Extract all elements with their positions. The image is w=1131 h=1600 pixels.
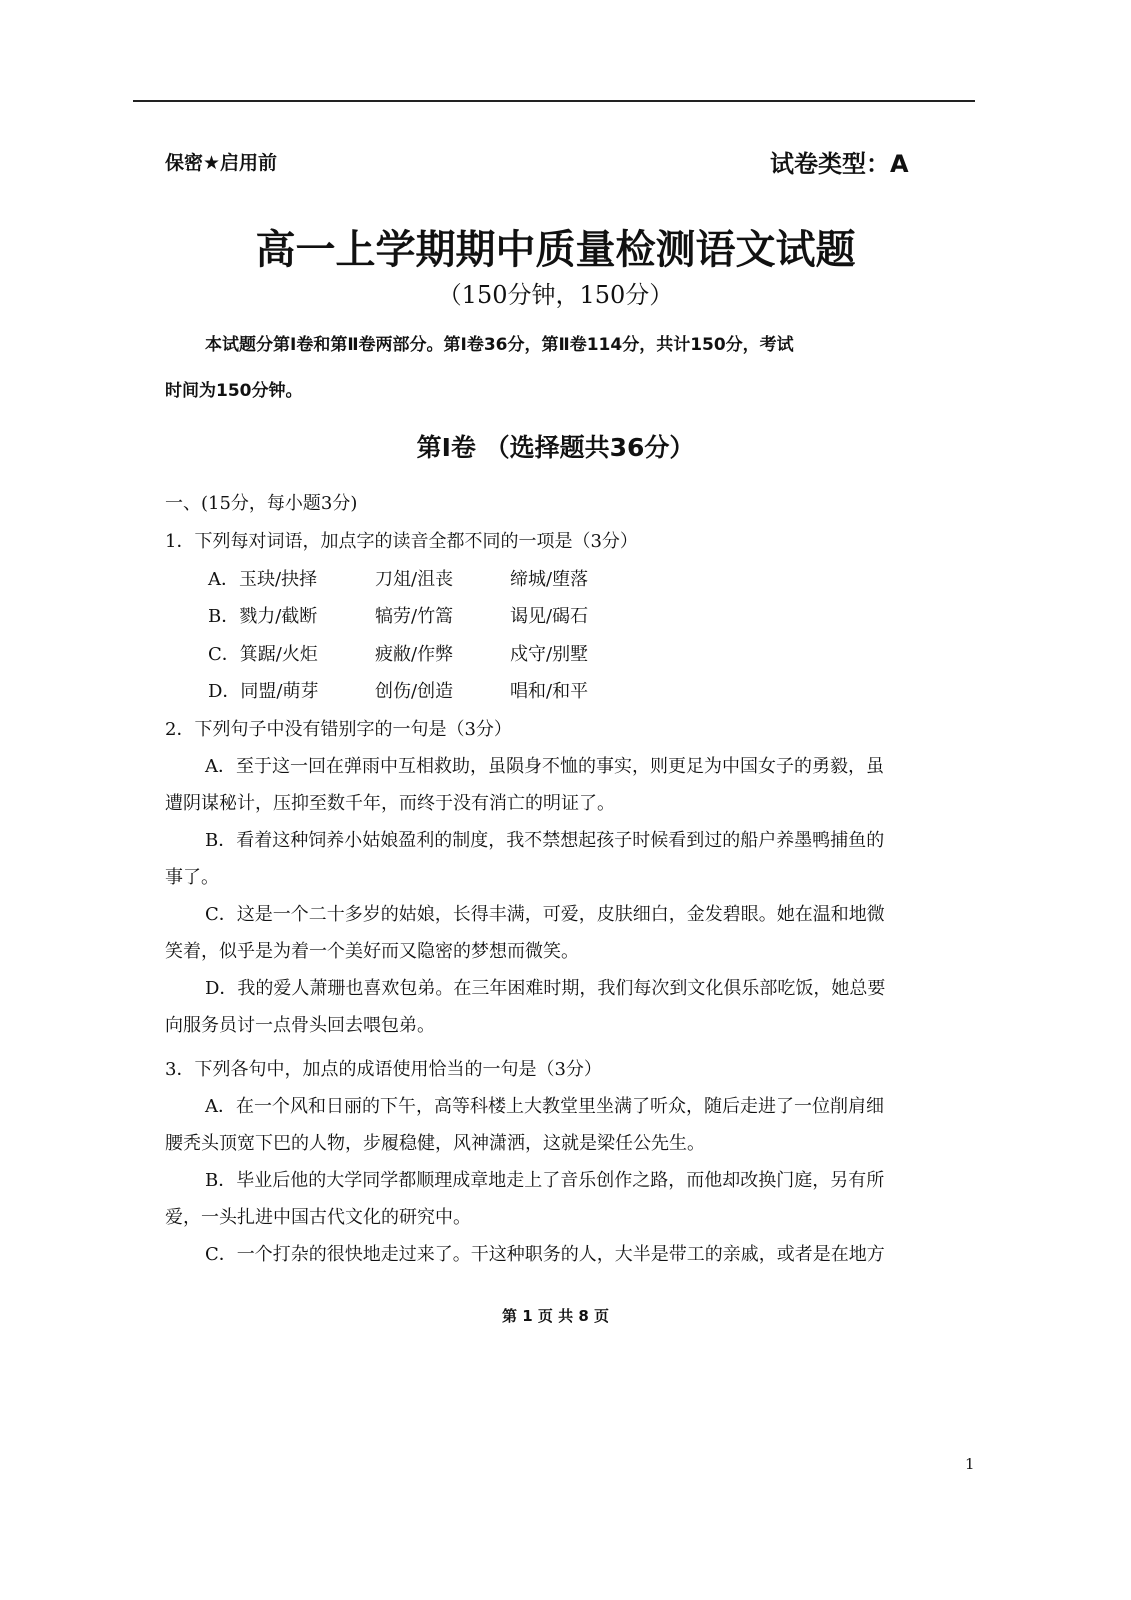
option-line: B．看着这种饲养小姑娘盈利的制度，我不禁想起孩子时候看到过的船户养墨鸭捕鱼的	[205, 830, 885, 851]
option-cell: 唱和/和平	[510, 681, 589, 702]
option-line: 腰秃头顶宽下巴的人物，步履稳健，风神潇洒，这就是梁任公先生。	[165, 1133, 705, 1154]
intro-line: 时间为150分钟。	[165, 381, 303, 401]
page-footer: 第 1 页 共 8 页	[502, 1307, 609, 1325]
option-line: 向服务员讨一点骨头回去喂包弟。	[165, 1015, 435, 1036]
question-3-stem: 3．下列各句中，加点的成语使用恰当的一句是（3分）	[165, 1059, 602, 1080]
option-line: 笑着，似乎是为着一个美好而又隐密的梦想而微笑。	[165, 941, 579, 962]
option-cell: A．玉玦/抉择	[208, 569, 318, 590]
option-cell: 创伤/创造	[375, 681, 454, 702]
option-line: 爱，一头扎进中国古代文化的研究中。	[165, 1207, 471, 1228]
option-line: D．我的爱人萧珊也喜欢包弟。在三年困难时期，我们每次到文化俱乐部吃饭，她总要	[205, 978, 886, 999]
confidential-label: 保密★启用前	[165, 152, 278, 174]
option-cell: 刀俎/沮丧	[375, 569, 454, 590]
option-line: 事了。	[165, 867, 219, 888]
paper-type-label: 试卷类型：A	[770, 150, 909, 178]
question-3-options	[165, 1088, 950, 1273]
option-cell: D．同盟/萌芽	[208, 681, 319, 702]
option-line: C．这是一个二十多岁的姑娘，长得丰满，可爱，皮肤细白，金发碧眼。她在温和地微	[205, 904, 885, 925]
option-line: A．在一个风和日丽的下午，高等科楼上大教堂里坐满了听众，随后走进了一位削肩细	[205, 1096, 884, 1117]
page-number: 1	[965, 1455, 975, 1473]
top-rule	[133, 100, 975, 102]
page-title: 高一上学期期中质量检测语文试题	[255, 226, 856, 273]
option-cell: C．箕踞/火炬	[208, 644, 318, 665]
option-cell: 缔城/堕落	[510, 569, 589, 590]
option-line: B．毕业后他的大学同学都顺理成章地走上了音乐创作之路，而他却改换门庭，另有所	[205, 1170, 885, 1191]
question-2-stem: 2．下列句子中没有错别字的一句是（3分）	[165, 719, 512, 740]
option-cell: B．戮力/截断	[208, 606, 318, 627]
question-1-stem: 1．下列每对词语，加点字的读音全都不同的一项是（3分）	[165, 531, 638, 552]
volume-title: 第Ⅰ卷 （选择题共36分）	[416, 433, 695, 462]
option-cell: 疲敝/作弊	[375, 644, 454, 665]
option-line: 遭阴谋秘计，压抑至数千年，而终于没有消亡的明证了。	[165, 793, 615, 814]
option-cell: 谒见/碣石	[510, 606, 589, 627]
page-subtitle: （150分钟，150分）	[437, 281, 674, 309]
intro-line: 本试题分第Ⅰ卷和第Ⅱ卷两部分。第Ⅰ卷36分，第Ⅱ卷114分，共计150分，考试	[205, 335, 794, 355]
option-cell: 戍守/别墅	[510, 644, 589, 665]
exam-intro	[165, 322, 955, 414]
option-line: C．一个打杂的很快地走过来了。干这种职务的人，大半是带工的亲戚，或者是在地方	[205, 1244, 885, 1265]
question-2-options	[165, 748, 950, 1044]
option-line: A．至于这一回在弹雨中互相救助，虽陨身不恤的事实，则更足为中国女子的勇毅，虽	[205, 756, 884, 777]
option-cell: 犒劳/竹篙	[375, 606, 454, 627]
section-heading: 一、(15分，每小题3分)	[165, 493, 358, 514]
